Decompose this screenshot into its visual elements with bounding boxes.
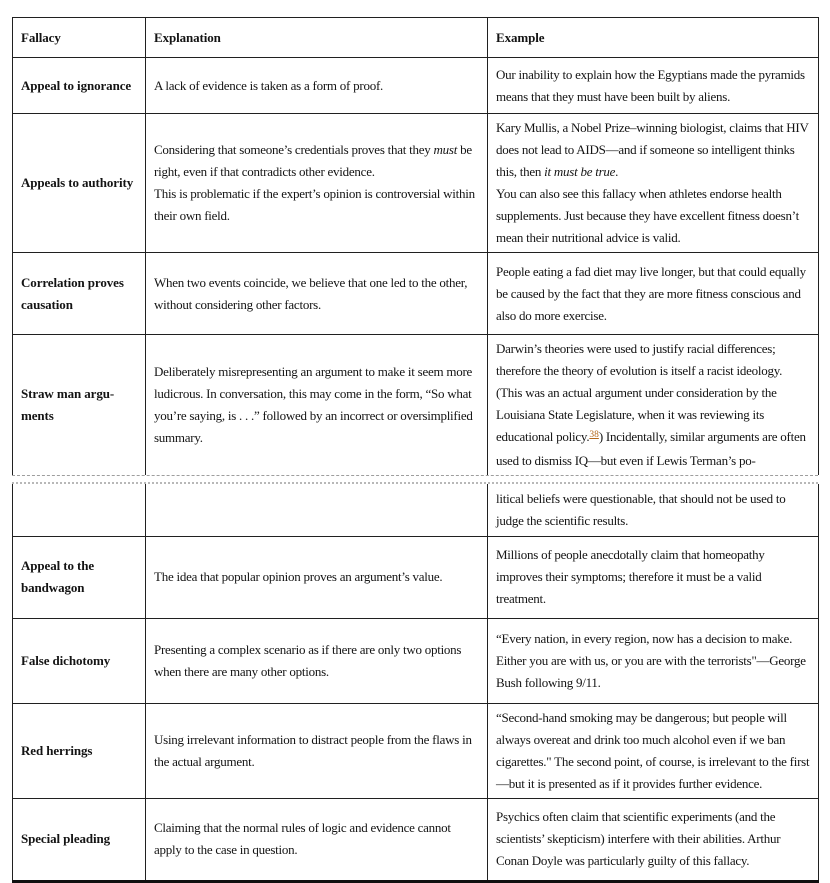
fallacy-cell bbox=[13, 618, 146, 703]
explanation-text: Considering that someone’s credentials proves that they must be right, even if that contradicts other evidence. bbox=[154, 142, 472, 179]
example-cell bbox=[488, 253, 819, 335]
fallacy-cell bbox=[13, 536, 146, 618]
example-text: Our inability to explain how the Egyptians made the pyramids means that they must have been built by aliens. bbox=[496, 66, 805, 104]
fallacy-cell bbox=[13, 114, 146, 253]
fallacy-name: ments bbox=[21, 408, 54, 423]
fallacy-name: Correlation proves bbox=[21, 274, 124, 290]
table-part-2 bbox=[12, 482, 818, 883]
fallacy-cell bbox=[13, 703, 146, 798]
fallacy-name: Straw man argu- bbox=[21, 386, 115, 401]
example-text: Darwin’s theories were used to justify racial differences; therefore the theory of evolution is itself a racist ideology. (This was an actual argument under consideration by the Louisiana State Legislature, when it was reviewing its educational policy.$^{38}$) Incidentally, similar arguments are often used to dismiss IQ—but even if Lewis Terman’s po- bbox=[496, 341, 806, 468]
explanation-text: When two events coincide, we believe that one led to the other, without considering other factors. bbox=[154, 274, 468, 312]
fallacies-table-page-2 bbox=[12, 484, 819, 883]
table-row bbox=[13, 536, 819, 618]
fallacy-cell bbox=[13, 798, 146, 881]
explanation-text: A lack of evidence is taken as a form of proof. bbox=[154, 77, 384, 93]
fallacy-name: Appeal to the bbox=[21, 558, 95, 573]
fallacy-name: bandwagon bbox=[21, 580, 85, 595]
example-cell bbox=[488, 618, 819, 703]
fallacy-name: False dichotomy bbox=[21, 652, 111, 668]
fallacy-cell bbox=[13, 58, 146, 114]
column-header-fallacy: Fallacy bbox=[13, 18, 146, 58]
example-text: Psychics often claim that scientific experiments (and the scientists’ skepticism) interfere with their abilities. Arthur Conan Doyle was particularly guilty of this fallacy. bbox=[496, 809, 781, 868]
example-cell bbox=[488, 798, 819, 881]
fallacy-cell bbox=[13, 484, 146, 536]
example-text: Kary Mullis, a Nobel Prize–winning biologist, claims that HIV does not lead to AIDS—and if someone so intelligent thinks this, then it must be true. bbox=[496, 120, 809, 179]
explanation-cell bbox=[146, 618, 488, 703]
example-cell bbox=[488, 703, 819, 798]
table-part-1 bbox=[12, 17, 818, 476]
example-cell bbox=[488, 484, 819, 536]
fallacy-cell bbox=[13, 253, 146, 335]
table-row bbox=[13, 798, 819, 881]
explanation-cell bbox=[146, 484, 488, 536]
fallacies-table bbox=[12, 17, 818, 883]
footnote-link[interactable]: 38 bbox=[589, 429, 599, 440]
example-text: Millions of people anecdotally claim that homeopathy improves their symptoms; therefore it must be a valid treatment. bbox=[496, 547, 765, 606]
column-header-explanation: Explanation bbox=[146, 18, 488, 58]
table-row bbox=[13, 114, 819, 253]
example-text: You can also see this fallacy when athletes endorse health supplements. Just because they have excellent fitness doesn’t mean their nutritional advice is valid. bbox=[496, 186, 799, 245]
table-row bbox=[13, 58, 819, 114]
example-text: litical beliefs were questionable, that should not be used to judge the scientific results. bbox=[496, 490, 786, 528]
explanation-text: Deliberately misrepresenting an argument to make it seem more ludicrous. In conversation, this may come in the form, “So what you’re saying, is . . .” followed by an incorrect or oversimplified summary. bbox=[154, 364, 473, 445]
example-text: “Every nation, in every region, now has a decision to make. Either you are with us, or you are with the terrorists"—George Bush following 9/11. bbox=[496, 630, 806, 690]
table-row bbox=[13, 484, 819, 536]
column-header-example: Example bbox=[488, 18, 819, 58]
explanation-cell bbox=[146, 335, 488, 476]
explanation-text: Presenting a complex scenario as if there are only two options when there are many other options. bbox=[154, 641, 462, 679]
explanation-cell bbox=[146, 114, 488, 253]
example-cell bbox=[488, 536, 819, 618]
explanation-text: Using irrelevant information to distract people from the flaws in the actual argument. bbox=[154, 731, 472, 769]
italic-text: it must be true bbox=[544, 164, 616, 179]
fallacy-cell bbox=[13, 335, 146, 476]
example-text: “Second-hand smoking may be dangerous; but people will always overeat and drink too much alcohol even if we ban cigarettes." The second point, of course, is irrelevant to the first—but it is presented as if it provides further evidence. bbox=[496, 709, 810, 791]
fallacy-name: Appeals to authority bbox=[21, 175, 134, 190]
header-row bbox=[13, 18, 819, 58]
italic-text: must bbox=[433, 142, 458, 157]
example-text: People eating a fad diet may live longer, but that could equally be caused by the fact that they are more fitness conscious and also do more exercise. bbox=[496, 263, 806, 323]
table-row bbox=[13, 335, 819, 476]
table-row bbox=[13, 703, 819, 798]
table-row bbox=[13, 253, 819, 335]
fallacy-name: Special pleading bbox=[21, 831, 111, 846]
fallacy-name: Red herrings bbox=[21, 742, 93, 758]
fallacies-table-page-1 bbox=[12, 17, 819, 475]
fallacy-name: causation bbox=[21, 296, 73, 312]
explanation-cell bbox=[146, 58, 488, 114]
explanation-cell bbox=[146, 536, 488, 618]
explanation-text: Claiming that the normal rules of logic and evidence cannot apply to the case in question. bbox=[154, 820, 451, 857]
explanation-cell bbox=[146, 798, 488, 881]
table-row bbox=[13, 618, 819, 703]
explanation-cell bbox=[146, 253, 488, 335]
example-cell bbox=[488, 58, 819, 114]
explanation-text: The idea that popular opinion proves an argument’s value. bbox=[154, 569, 443, 584]
example-cell bbox=[488, 114, 819, 253]
explanation-text: This is problematic if the expert’s opinion is controversial within their own field. bbox=[154, 186, 475, 223]
example-cell bbox=[488, 335, 819, 476]
fallacy-name: Appeal to ignorance bbox=[21, 77, 132, 93]
explanation-cell bbox=[146, 703, 488, 798]
